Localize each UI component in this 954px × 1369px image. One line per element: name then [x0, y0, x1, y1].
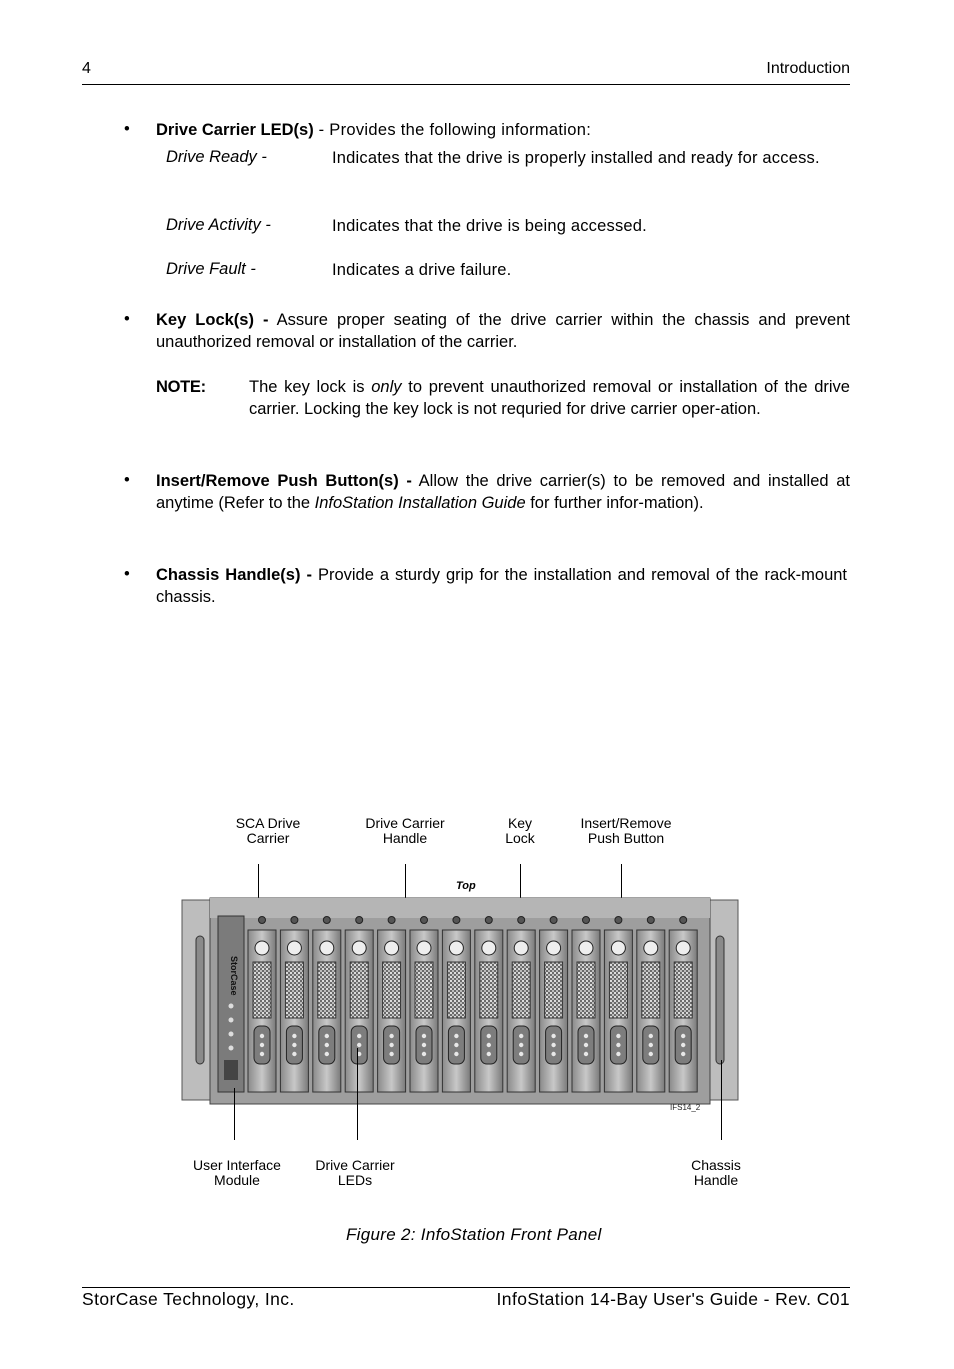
push-button — [550, 917, 557, 924]
key-lock — [255, 941, 269, 955]
push-button — [421, 917, 428, 924]
footer-rule — [82, 1287, 850, 1288]
drive-carrier — [475, 917, 503, 1093]
drive-carrier — [248, 917, 276, 1093]
push-button — [583, 917, 590, 924]
carrier-led — [649, 1034, 653, 1038]
footer-company: StorCase Technology, Inc. — [82, 1289, 295, 1309]
carrier-grill — [350, 962, 368, 1018]
carrier-grill — [447, 962, 465, 1018]
chassis-handle-left — [196, 936, 204, 1064]
callout-drive-carrier-handle: Drive Carrier Handle — [365, 815, 445, 846]
push-button — [356, 917, 363, 924]
key-lock — [385, 941, 399, 955]
push-button — [647, 917, 654, 924]
carrier-grill — [545, 962, 563, 1018]
section-title: Introduction — [766, 60, 850, 77]
carrier-led — [584, 1034, 588, 1038]
drive-carrier — [604, 917, 632, 1093]
term-drive-fault: Drive Fault - — [166, 260, 256, 278]
push-button — [518, 917, 525, 924]
chassis-handle-right — [716, 936, 724, 1064]
led-intro: - Provides the following information: — [313, 121, 592, 139]
carrier-led — [389, 1052, 393, 1056]
drive-carrier — [313, 917, 341, 1093]
carrier-led — [454, 1052, 458, 1056]
push-button — [485, 917, 492, 924]
carrier-led — [260, 1043, 264, 1047]
carrier-led — [487, 1034, 491, 1038]
carrier-led — [325, 1052, 329, 1056]
drive-carrier — [410, 917, 438, 1093]
carrier-led — [389, 1043, 393, 1047]
carrier-grill — [642, 962, 660, 1018]
carrier-led — [681, 1052, 685, 1056]
carrier-led — [454, 1043, 458, 1047]
carrier-grill — [609, 962, 627, 1018]
handle-title: Chassis Handle(s) - — [156, 566, 312, 584]
header-rule — [82, 84, 850, 85]
guide-title: InfoStation Installation Guide — [314, 494, 526, 512]
carrier-led — [681, 1043, 685, 1047]
button-text-pre: Allow the drive carrier(s) to be removed and installed at anytime (Refer to the — [156, 472, 850, 512]
desc-drive-fault: Indicates a drive failure. — [332, 261, 512, 279]
drive-carrier — [507, 917, 535, 1093]
button-title: Insert/Remove Push Button(s) - — [156, 472, 412, 490]
key-lock — [320, 941, 334, 955]
button-bullet — [156, 470, 850, 514]
carrier-led — [389, 1034, 393, 1038]
carrier-grill — [674, 962, 692, 1018]
key-lock — [644, 941, 658, 955]
carrier-grill — [383, 962, 401, 1018]
push-button — [323, 917, 330, 924]
page-number: 4 — [82, 60, 91, 77]
keylock-bullet — [156, 309, 850, 353]
note-post: to prevent unauthorized removal or installation of the drive carrier. Locking the key lock is not requried for drive carrier oper-ation. — [249, 378, 850, 418]
note-pre: The key lock is — [249, 378, 372, 396]
bullet-marker: • — [124, 565, 130, 583]
key-lock — [482, 941, 496, 955]
key-lock — [547, 941, 561, 955]
bullet-marker: • — [124, 310, 130, 328]
carrier-led — [357, 1034, 361, 1038]
callout-chassis-handle: Chassis Handle — [691, 1157, 741, 1188]
drive-carrier — [540, 917, 568, 1093]
term-drive-activity: Drive Activity - — [166, 216, 271, 234]
image-id-label: IFS14_2 — [670, 1103, 701, 1112]
carrier-led — [487, 1043, 491, 1047]
carrier-grill — [480, 962, 498, 1018]
carrier-led — [519, 1043, 523, 1047]
carrier-led — [519, 1052, 523, 1056]
push-button — [291, 917, 298, 924]
leader-line — [721, 1060, 722, 1140]
leader-line — [357, 1048, 358, 1140]
chassis-top-strip — [210, 898, 710, 918]
desc-drive-activity: Indicates that the drive is being accessed. — [332, 217, 647, 235]
carrier-led — [551, 1034, 555, 1038]
drive-carrier — [442, 917, 470, 1093]
drive-carrier — [378, 917, 406, 1093]
carrier-led — [325, 1034, 329, 1038]
carrier-led — [616, 1043, 620, 1047]
term-drive-ready: Drive Ready - — [166, 148, 267, 166]
carrier-led — [487, 1052, 491, 1056]
callout-user-interface-module: User Interface Module — [193, 1157, 281, 1188]
carrier-grill — [318, 962, 336, 1018]
keylock-title: Key Lock(s) - — [156, 311, 269, 329]
note-text — [249, 376, 850, 420]
note-label: NOTE: — [156, 378, 206, 396]
footer-doc-title: InfoStation 14-Bay User's Guide - Rev. C01 — [496, 1289, 850, 1309]
brand-logo: StorCase — [229, 956, 239, 996]
carrier-led — [260, 1034, 264, 1038]
carrier-led — [584, 1052, 588, 1056]
carrier-grill — [577, 962, 595, 1018]
carrier-led — [422, 1052, 426, 1056]
push-button — [259, 917, 266, 924]
led-bullet — [156, 119, 850, 141]
carrier-led — [292, 1034, 296, 1038]
key-lock — [287, 941, 301, 955]
key-lock — [579, 941, 593, 955]
push-button — [388, 917, 395, 924]
figure-caption: Figure 2: InfoStation Front Panel — [346, 1225, 602, 1244]
carrier-led — [422, 1034, 426, 1038]
drive-carrier — [345, 917, 373, 1093]
button-text-post: for further infor-mation). — [525, 494, 704, 512]
carrier-led — [616, 1052, 620, 1056]
handle-text: Provide a sturdy grip for the installation and removal of the rack-mount chassis. — [156, 566, 848, 606]
drive-carrier — [572, 917, 600, 1093]
carrier-led — [551, 1043, 555, 1047]
carrier-led — [325, 1043, 329, 1047]
push-button — [453, 917, 460, 924]
callout-sca-drive-carrier: SCA Drive Carrier — [235, 815, 301, 846]
carrier-led — [681, 1034, 685, 1038]
note-emphasis: only — [371, 378, 402, 396]
carrier-grill — [415, 962, 433, 1018]
carrier-led — [551, 1052, 555, 1056]
callout-key-lock: Key Lock — [505, 815, 535, 846]
callout-drive-carrier-leds: Drive Carrier LEDs — [315, 1157, 395, 1188]
key-lock — [352, 941, 366, 955]
leader-line — [234, 1088, 235, 1140]
key-lock — [611, 941, 625, 955]
carrier-led — [519, 1034, 523, 1038]
carrier-led — [357, 1043, 361, 1047]
push-button — [680, 917, 687, 924]
carrier-led — [616, 1034, 620, 1038]
drive-carrier — [669, 917, 697, 1093]
front-panel-illustration — [182, 896, 738, 1112]
carrier-led — [422, 1043, 426, 1047]
led-title: Drive Carrier LED(s) — [156, 121, 314, 139]
carrier-grill — [285, 962, 303, 1018]
callout-insert-remove: Insert/Remove Push Button — [580, 815, 672, 846]
drive-carrier — [280, 917, 308, 1093]
carrier-led — [584, 1043, 588, 1047]
carrier-led — [454, 1034, 458, 1038]
carrier-led — [292, 1043, 296, 1047]
top-label: Top — [456, 880, 476, 892]
bullet-marker: • — [124, 120, 130, 138]
drive-carrier — [637, 917, 665, 1093]
key-lock — [417, 941, 431, 955]
carrier-grill — [253, 962, 271, 1018]
keylock-text: Assure proper seating of the drive carrier within the chassis and prevent unauthorized removal or installation of the carrier. — [156, 311, 850, 351]
carrier-led — [292, 1052, 296, 1056]
push-button — [615, 917, 622, 924]
desc-drive-ready: Indicates that the drive is properly installed and ready for access. — [332, 149, 820, 167]
carrier-led — [260, 1052, 264, 1056]
key-lock — [449, 941, 463, 955]
carrier-led — [649, 1052, 653, 1056]
carrier-led — [649, 1043, 653, 1047]
bullet-marker: • — [124, 471, 130, 489]
key-lock — [676, 941, 690, 955]
key-lock — [514, 941, 528, 955]
carrier-grill — [512, 962, 530, 1018]
handle-bullet — [156, 564, 847, 608]
